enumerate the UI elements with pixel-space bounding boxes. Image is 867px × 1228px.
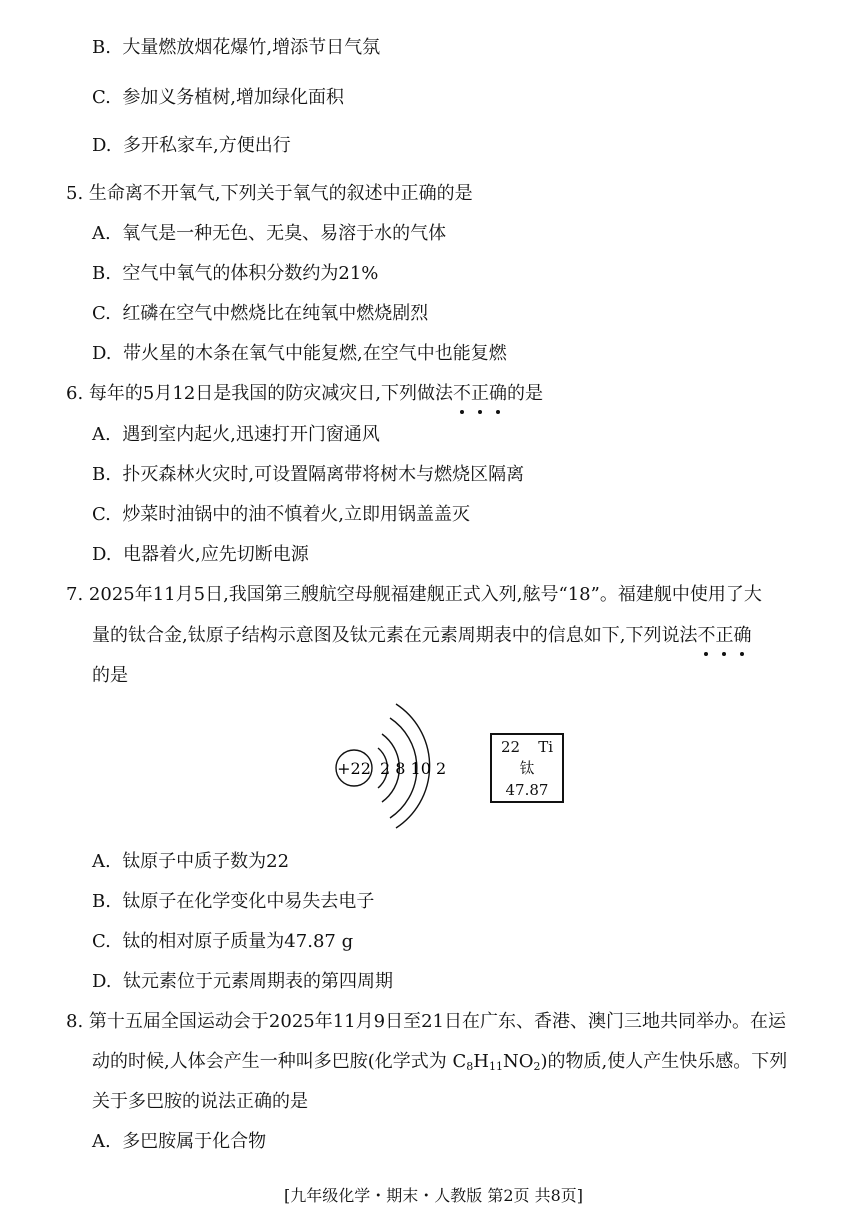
formula-subscript: 2	[533, 1060, 541, 1073]
option-text: 氧气是一种无色、无臭、易溶于水的气体	[122, 223, 447, 244]
question-text: 的是	[92, 665, 128, 686]
question-text-end: 的是	[507, 383, 543, 404]
formula-element: C	[452, 1051, 467, 1072]
q8-stem-line1	[66, 1010, 786, 1034]
option-letter: D.	[92, 343, 112, 364]
q7-stem-line3	[92, 664, 128, 688]
option-text: 钛的相对原子质量为47.87 g	[122, 931, 354, 952]
formula-subscript: 8	[466, 1060, 474, 1073]
option-text: 大量燃放烟花爆竹,增添节日气氛	[122, 37, 381, 58]
option-text: 遇到室内起火,迅速打开门窗通风	[122, 424, 380, 445]
emphasis-char: 不	[453, 383, 471, 404]
emphasis-char: 不	[697, 625, 716, 646]
question-text: 动的时候,人体会产生一种叫多巴胺(化学式为	[92, 1051, 453, 1072]
question-number: 8.	[66, 1011, 84, 1032]
option-letter: C.	[92, 504, 111, 525]
atomic-mass: 47.87	[505, 781, 549, 799]
q7-stem-line2	[92, 624, 751, 648]
formula-element: H	[473, 1051, 489, 1072]
q6-stem	[66, 382, 543, 406]
question-text: 关于多巴胺的说法正确的是	[92, 1091, 308, 1112]
formula-element: NO	[502, 1051, 534, 1072]
electron-counts: 2 8 10 2	[380, 759, 447, 778]
q7-option-a	[92, 850, 289, 874]
q5-option-b	[92, 262, 378, 286]
option-text: 空气中氧气的体积分数约为21%	[122, 263, 379, 284]
option-text: 钛原子在化学变化中易失去电子	[122, 891, 375, 912]
q5-option-a	[92, 222, 446, 246]
question-text: 量的钛合金,钛原子结构示意图及钛元素在元素周期表中的信息如下,下列说法	[92, 625, 698, 646]
option-text: 红磷在空气中燃烧比在纯氧中燃烧剧烈	[122, 303, 429, 324]
question-text: 2025年11月5日,我国第三艘航空母舰福建舰正式入列,舷号“18”。福建舰中使用了大	[88, 584, 762, 605]
option-letter: A.	[92, 424, 111, 445]
question-text: )的物质,使人产生快乐感。下列	[540, 1051, 788, 1072]
option-letter: A.	[92, 851, 111, 872]
option-letter: A.	[92, 223, 111, 244]
option-text: 钛原子中质子数为22	[122, 851, 290, 872]
emphasis-char: 确	[733, 625, 752, 646]
option-letter: D.	[92, 135, 112, 156]
atomic-number: 22	[501, 738, 521, 756]
option-letter: B.	[92, 891, 111, 912]
option-letter: B.	[92, 263, 111, 284]
q6-option-b	[92, 463, 524, 487]
option-text: 炒菜时油锅中的油不慎着火,立即用锅盖盖灭	[122, 504, 471, 525]
q7-option-c	[92, 930, 353, 954]
q8-stem-line2	[92, 1050, 787, 1079]
option-letter: C.	[92, 87, 111, 108]
question-text: 第十五届全国运动会于2025年11月9日至21日在广东、香港、澳门三地共同举办。在运	[88, 1011, 786, 1032]
chemical-formula	[452, 1051, 540, 1072]
option-text: 参加义务植树,增加绿化面积	[122, 87, 345, 108]
q5-option-d	[92, 342, 507, 366]
page-footer: [九年级化学・期末・人教版 第2页 共8页]	[283, 1186, 584, 1205]
option-letter: C.	[92, 303, 111, 324]
option-text: 带火星的木条在氧气中能复燃,在空气中也能复燃	[122, 343, 507, 364]
q4-option-b	[92, 36, 380, 60]
emphasis-char: 正	[715, 625, 734, 646]
question-number: 6.	[66, 383, 84, 404]
q5-option-c	[92, 302, 428, 326]
q8-option-a	[92, 1130, 266, 1154]
option-text: 多巴胺属于化合物	[122, 1131, 267, 1152]
element-symbol: Ti	[538, 738, 553, 756]
q4-option-d	[92, 134, 291, 158]
option-letter: C.	[92, 931, 111, 952]
question-number: 7.	[66, 584, 84, 605]
titanium-element-card	[490, 733, 564, 803]
q7-stem-line1	[66, 583, 762, 607]
option-letter: B.	[92, 464, 111, 485]
option-text: 扑灭森林火灾时,可设置隔离带将树木与燃烧区隔离	[122, 464, 525, 485]
option-text: 电器着火,应先切断电源	[122, 544, 309, 565]
question-number: 5.	[66, 183, 84, 204]
emphasis-char: 确	[489, 383, 507, 404]
formula-subscript: 11	[488, 1060, 503, 1073]
q4-option-c	[92, 86, 344, 110]
option-letter: D.	[92, 971, 112, 992]
q7-option-d	[92, 970, 393, 994]
question-text: 生命离不开氧气,下列关于氧气的叙述中正确的是	[88, 183, 473, 204]
option-letter: D.	[92, 544, 112, 565]
q6-option-a	[92, 423, 380, 447]
q6-option-d	[92, 543, 309, 567]
option-letter: B.	[92, 37, 111, 58]
question-text: 每年的5月12日是我国的防灾减灾日,下列做法	[88, 383, 453, 404]
q5-stem	[66, 182, 473, 206]
element-name: 钛	[519, 759, 535, 777]
option-text: 多开私家车,方便出行	[122, 135, 291, 156]
q6-option-c	[92, 503, 470, 527]
titanium-atom-structure-diagram	[330, 700, 450, 830]
option-letter: A.	[92, 1131, 111, 1152]
nucleus-charge: +22	[337, 759, 371, 778]
q7-option-b	[92, 890, 374, 914]
emphasis-char: 正	[471, 383, 489, 404]
option-text: 钛元素位于元素周期表的第四周期	[122, 971, 393, 992]
q8-stem-line3	[92, 1090, 308, 1114]
